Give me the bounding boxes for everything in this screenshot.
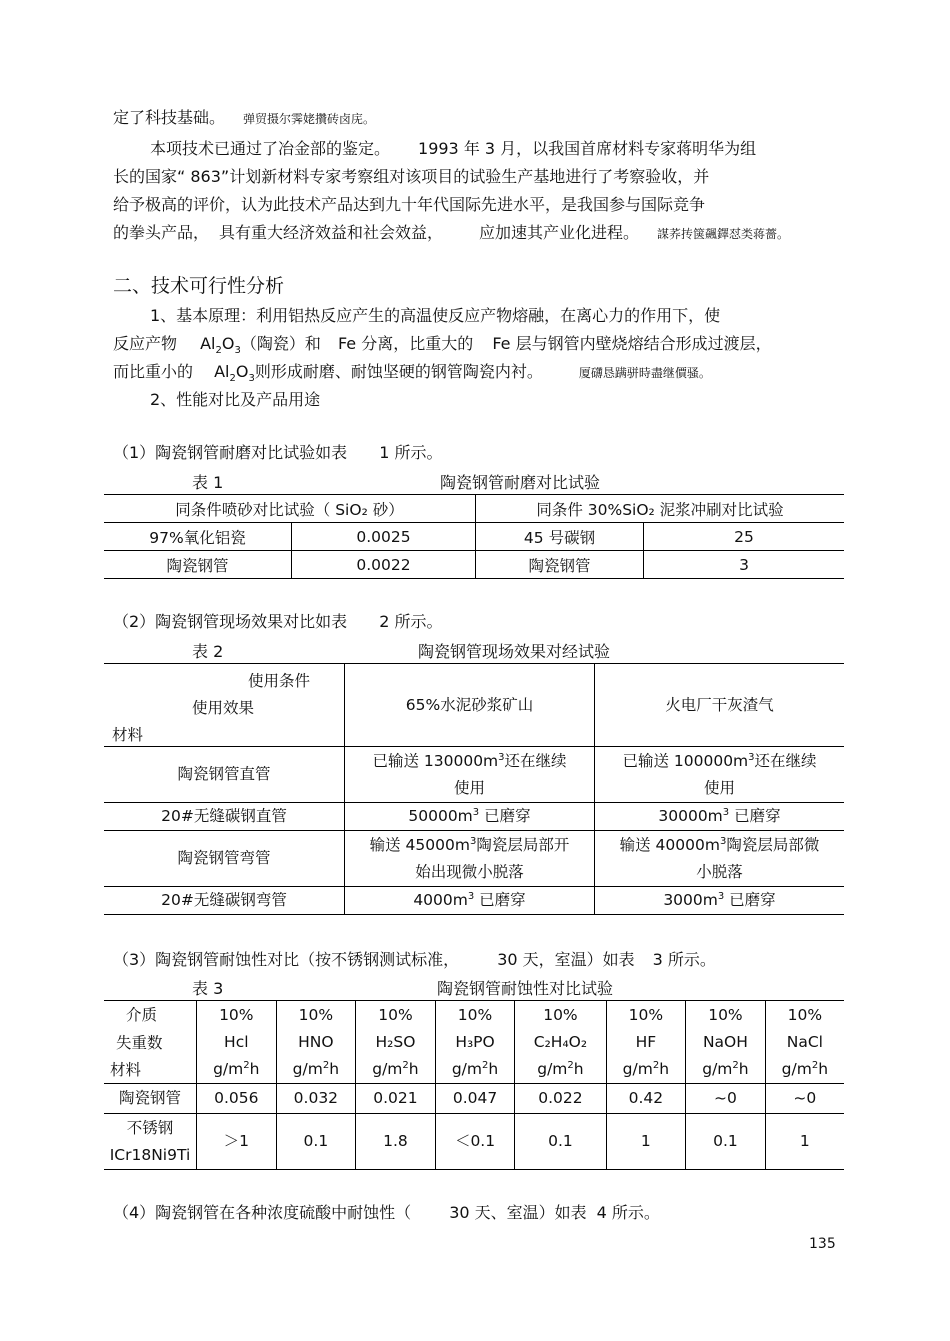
cell: 45 号碳钢 xyxy=(476,523,644,551)
text: 介质 xyxy=(126,1006,158,1024)
text: （4）陶瓷钢管在各种浓度硫酸中耐蚀性（ xyxy=(113,1203,412,1222)
cell: 1 xyxy=(765,1114,844,1170)
diagonal-header xyxy=(104,1001,197,1084)
text: 2 所示。 xyxy=(379,612,443,631)
text-line xyxy=(150,139,756,159)
table-label: 表 1 xyxy=(192,473,224,492)
text: 而比重小的 xyxy=(113,362,194,381)
text: Fe 层与钢管内壁烧熔结合形成过渡层， xyxy=(492,334,772,353)
table-intro xyxy=(113,612,442,632)
table-row xyxy=(104,523,844,551)
cell: 1 xyxy=(606,1114,686,1170)
wear-test-table xyxy=(104,494,844,579)
garbled-text: 厦礴恳蹒骈時盡继價骚。 xyxy=(578,366,711,380)
garbled-text: 謀荞抟箧飆鐸怼类蒋薔。 xyxy=(657,227,790,241)
subscript: 2 xyxy=(229,373,236,385)
text: Fe 分离，比重大的 xyxy=(337,334,474,353)
text: 具有重大经济效益和社会效益， xyxy=(219,223,444,242)
table-title: 陶瓷钢管耐磨对比试验 xyxy=(440,473,601,492)
text-line: 2、性能对比及产品用途 xyxy=(150,390,321,409)
cell: 陶瓷钢管 xyxy=(104,1084,197,1114)
cell: ~0 xyxy=(765,1084,844,1114)
text: 定了科技基础。 xyxy=(113,108,226,127)
header-cell: 10% HNO $g/m^2h$ xyxy=(276,1001,356,1084)
cell: 0.0022 xyxy=(292,551,476,579)
corrosion-table xyxy=(104,1000,844,1170)
formula: Al xyxy=(200,334,216,353)
header-cell: 10% HF $g/m^2h$ xyxy=(606,1001,686,1084)
field-effect-table xyxy=(104,663,844,915)
cell: ＞1 xyxy=(197,1114,277,1170)
cell: 0.42 xyxy=(606,1084,686,1114)
garbled-text: 弹贸摄尔霁姥攢砖卤庑。 xyxy=(243,112,376,126)
header-cell: 10% NaCl $g/m^2h$ xyxy=(765,1001,844,1084)
cell: 已输送 $130000m^3$还在继续 使用 xyxy=(345,747,595,803)
cell: 25 xyxy=(644,523,845,551)
cell: 1.8 xyxy=(356,1114,436,1170)
section-heading: 二、技术可行性分析 xyxy=(113,275,285,297)
text-line xyxy=(113,362,711,383)
cell: 陶瓷钢管 xyxy=(104,551,292,579)
text: （1）陶瓷钢管耐磨对比试验如表 xyxy=(113,443,348,462)
text-line: 长的国家“ 863”计划新材料专家考察组对该项目的试验生产基地进行了考察验收，并 xyxy=(113,167,710,186)
table-row xyxy=(104,831,844,887)
text: 使用效果 xyxy=(192,699,255,717)
text: （3）陶瓷钢管耐蚀性对比（按不锈钢测试标准， xyxy=(113,950,460,969)
text: 材料 xyxy=(110,1061,142,1079)
text: 失重数 xyxy=(116,1034,163,1052)
cell: ＜0.1 xyxy=(435,1114,515,1170)
text-line xyxy=(113,334,772,357)
cell: $30000m^3$ 已磨穿 xyxy=(595,803,845,831)
cell: 0.047 xyxy=(435,1084,515,1114)
cell: 陶瓷钢管直管 xyxy=(104,747,345,803)
subscript: 3 xyxy=(234,345,241,357)
text: 30 天、室温）如表 xyxy=(449,1203,587,1222)
text: 则形成耐磨、耐蚀坚硬的钢管陶瓷内衬。 xyxy=(254,362,543,381)
cell: 20#无缝碳钢直管 xyxy=(104,803,345,831)
cell: 3 xyxy=(644,551,845,579)
text: 本项技术已通过了冶金部的鉴定。 xyxy=(150,139,391,158)
table-row xyxy=(104,887,844,915)
text: 的拳头产品， xyxy=(113,223,210,242)
cell: 0.1 xyxy=(686,1114,766,1170)
table-row xyxy=(104,551,844,579)
subscript: 2 xyxy=(215,345,222,357)
text: （2）陶瓷钢管现场效果对比如表 xyxy=(113,612,348,631)
text: （陶瓷）和 xyxy=(240,334,321,353)
cell: 0.021 xyxy=(356,1084,436,1114)
cell: 陶瓷钢管弯管 xyxy=(104,831,345,887)
subscript: 3 xyxy=(248,373,255,385)
header-cell: 10% C₂H₄O₂ $g/m^2h$ xyxy=(515,1001,606,1084)
table-row xyxy=(104,1084,844,1114)
cell: 0.1 xyxy=(515,1114,606,1170)
cell: 0.022 xyxy=(515,1084,606,1114)
text: 应加速其产业化进程。 xyxy=(479,223,640,242)
table-row xyxy=(104,747,844,803)
cell: 不锈钢 ICr18Ni9Ti xyxy=(104,1114,197,1170)
text: 1993 年 3 月，以我国首席材料专家蒋明华为组 xyxy=(418,139,757,158)
table-title: 陶瓷钢管耐蚀性对比试验 xyxy=(437,979,614,998)
cell: 陶瓷钢管 xyxy=(476,551,644,579)
text: 4 所示。 xyxy=(596,1203,660,1222)
cell: 97%氧化铝瓷 xyxy=(104,523,292,551)
table-header-row xyxy=(104,1001,844,1084)
header-cell: 同条件喷砂对比试验（ SiO₂ 砂） xyxy=(104,495,476,523)
table-intro xyxy=(113,950,716,970)
header-cell: 火电厂干灰渣气 xyxy=(595,664,845,747)
text: 30 天，室温）如表 xyxy=(497,950,635,969)
cell: $4000m^3$ 已磨穿 xyxy=(345,887,595,915)
text: 使用条件 xyxy=(248,672,311,690)
cell: 0.032 xyxy=(276,1084,356,1114)
table-row xyxy=(104,1114,844,1170)
cell: 0.0025 xyxy=(292,523,476,551)
cell: 0.056 xyxy=(197,1084,277,1114)
text: 1 所示。 xyxy=(379,443,443,462)
cell: 输送 $40000m^3$陶瓷层局部微 小脱落 xyxy=(595,831,845,887)
text: 材料 xyxy=(112,726,144,744)
formula: O xyxy=(235,362,249,381)
header-cell: 65%水泥砂浆矿山 xyxy=(345,664,595,747)
text-line: 1、基本原理：利用铝热反应产生的高温使反应产物熔融，在离心力的作用下，使 xyxy=(150,306,721,325)
header-cell: 10% Hcl $g/m^2h$ xyxy=(197,1001,277,1084)
text-line xyxy=(113,223,789,244)
formula: O xyxy=(221,334,235,353)
cell: 输送 $45000m^3$陶瓷层局部开 始出现微小脱落 xyxy=(345,831,595,887)
cell: $3000m^3$ 已磨穿 xyxy=(595,887,845,915)
formula: Al xyxy=(214,362,230,381)
table-header-row xyxy=(104,664,844,747)
text-line: 给予极高的评价，认为此技术产品达到九十年代国际先进水平，是我国参与国际竞争 xyxy=(113,195,706,214)
table-label: 表 2 xyxy=(192,642,224,661)
table-intro xyxy=(113,443,442,463)
header-cell: 10% H₂SO $g/m^2h$ xyxy=(356,1001,436,1084)
cell: 0.1 xyxy=(276,1114,356,1170)
text: 3 所示。 xyxy=(652,950,716,969)
cell: 已输送 $100000m^3$还在继续 使用 xyxy=(595,747,845,803)
table-intro xyxy=(113,1203,660,1223)
header-cell: 10% NaOH $g/m^2h$ xyxy=(686,1001,766,1084)
header-cell: 10% H₃PO $g/m^2h$ xyxy=(435,1001,515,1084)
cell: ~0 xyxy=(686,1084,766,1114)
diagonal-header xyxy=(104,664,345,747)
cell: $50000m^3$ 已磨穿 xyxy=(345,803,595,831)
text: 反应产物 xyxy=(113,334,178,353)
table-row xyxy=(104,803,844,831)
cell: 20#无缝碳钢弯管 xyxy=(104,887,345,915)
header-cell: 同条件 30%SiO₂ 泥浆冲刷对比试验 xyxy=(476,495,845,523)
table-label: 表 3 xyxy=(192,979,224,998)
table-title: 陶瓷钢管现场效果对经试验 xyxy=(418,642,611,661)
text-line xyxy=(113,108,375,129)
page-number: 135 xyxy=(809,1236,836,1252)
